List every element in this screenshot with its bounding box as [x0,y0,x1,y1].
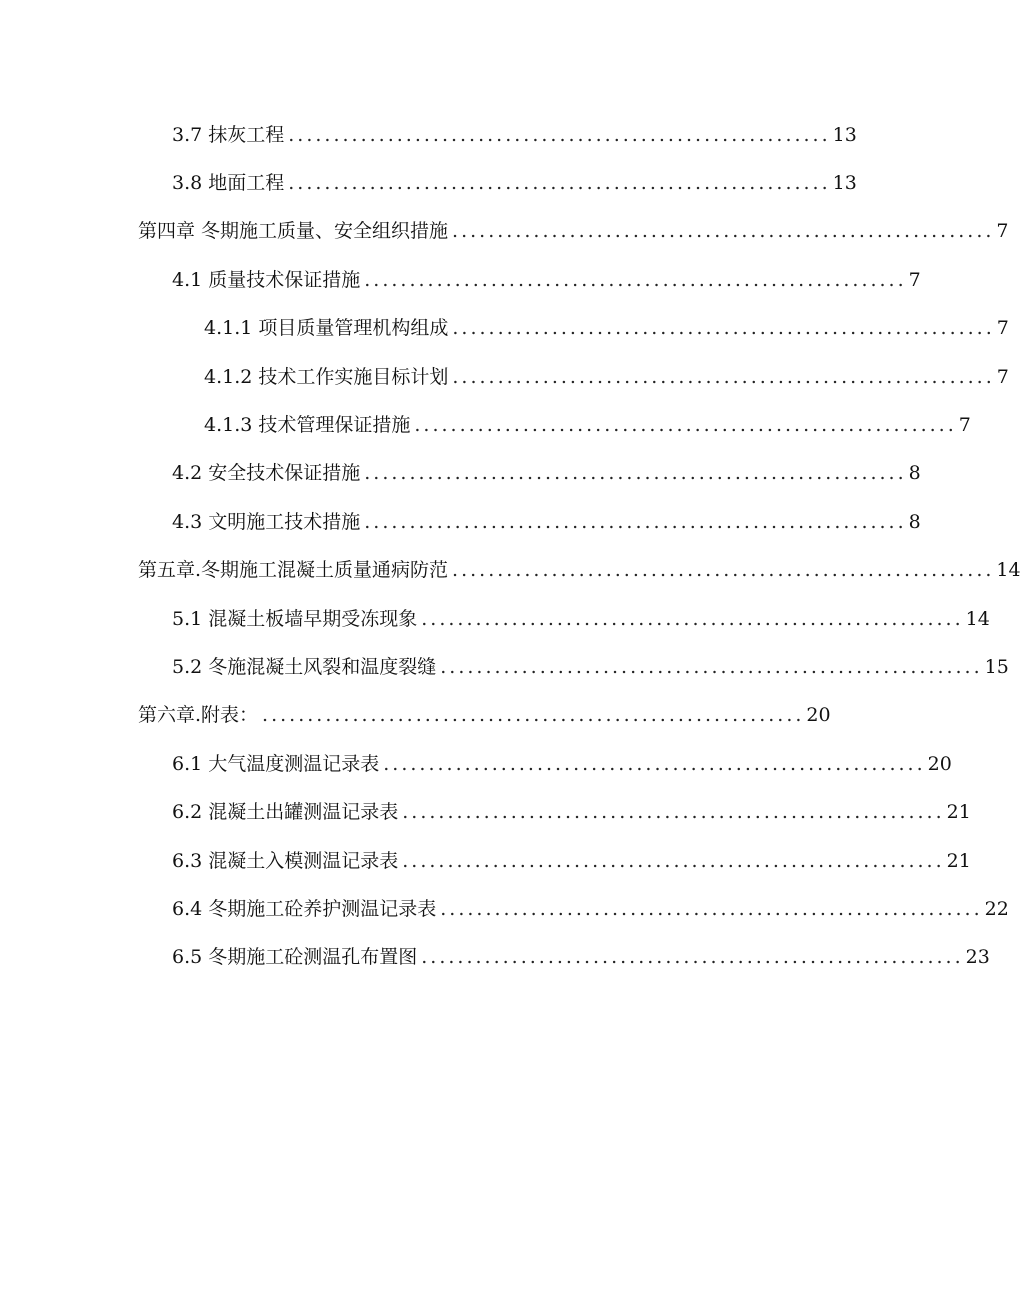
toc-entry-title: 6.4 冬期施工砼养护测温记录表 [172,897,437,920]
toc-entry-chapter-6[interactable] [138,692,831,740]
toc-entry-page: 13 [832,172,857,195]
toc-entry-4-1-3[interactable] [204,401,971,449]
toc-entry-chapter-4[interactable] [138,208,1009,256]
toc-entry-page: 7 [908,268,921,291]
toc-entry-page: 23 [965,946,990,969]
toc-leader-dots: ............................................................ [421,946,964,969]
toc-entry-title: 4.1 质量技术保证措施 [172,268,361,291]
toc-entry-3-8[interactable] [172,159,857,207]
toc-entry-page: 14 [965,607,990,630]
toc-entry-page: 8 [908,462,921,485]
toc-entry-page: 8 [908,510,921,533]
toc-leader-dots: ............................................................ [288,172,831,195]
toc-entry-page: 7 [958,414,971,437]
toc-entry-5-1[interactable] [172,595,990,643]
toc-entry-4-1-1[interactable] [204,305,1009,353]
toc-entry-title: 6.5 冬期施工砼测温孔布置图 [172,946,418,969]
toc-entry-page: 20 [927,752,952,775]
toc-leader-dots: ............................................................ [402,801,945,824]
toc-leader-dots: ............................................................ [288,123,831,146]
toc-entry-3-7[interactable] [172,111,857,159]
toc-entry-6-2[interactable] [172,788,971,836]
toc-leader-dots: ............................................................ [364,510,907,533]
toc-entry-title: 第五章.冬期施工混凝土质量通病防范 [138,559,449,582]
toc-entry-page: 20 [806,704,831,727]
toc-leader-dots: ............................................................ [452,317,995,340]
toc-entry-6-1[interactable] [172,740,952,788]
toc-entry-title: 第六章.附表： [138,704,259,727]
toc-leader-dots: ............................................................ [440,897,983,920]
toc-entry-title: 5.2 冬施混凝土风裂和温度裂缝 [172,655,437,678]
toc-leader-dots: ............................................................ [414,414,957,437]
toc-entry-4-3[interactable] [172,498,921,546]
toc-entry-5-2[interactable] [172,643,1009,691]
table-of-contents [0,111,1021,982]
toc-leader-dots: ............................................................ [452,365,995,388]
toc-entry-title: 3.8 地面工程 [172,172,285,195]
toc-entry-page: 7 [996,220,1009,243]
toc-entry-title: 4.1.3 技术管理保证措施 [204,414,411,437]
toc-entry-title: 第四章 冬期施工质量、安全组织措施 [138,220,449,243]
toc-entry-4-1-2[interactable] [204,353,1009,401]
toc-entry-page: 7 [996,317,1009,340]
toc-entry-page: 21 [946,849,971,872]
toc-entry-6-4[interactable] [172,885,1009,933]
toc-entry-title: 5.1 混凝土板墙早期受冻现象 [172,607,418,630]
toc-leader-dots: ............................................................ [452,220,995,243]
toc-entry-4-1[interactable] [172,256,921,304]
toc-leader-dots: ............................................................ [452,559,995,582]
toc-entry-title: 3.7 抹灰工程 [172,123,285,146]
toc-entry-title: 4.1.2 技术工作实施目标计划 [204,365,449,388]
toc-entry-page: 7 [996,365,1009,388]
toc-leader-dots: ............................................................ [262,704,805,727]
toc-entry-6-3[interactable] [172,837,971,885]
toc-entry-title: 4.1.1 项目质量管理机构组成 [204,317,449,340]
toc-entry-title: 6.2 混凝土出罐测温记录表 [172,801,399,824]
toc-entry-page: 15 [984,655,1009,678]
toc-entry-4-2[interactable] [172,450,921,498]
toc-entry-page: 13 [832,123,857,146]
toc-leader-dots: ............................................................ [421,607,964,630]
toc-leader-dots: ............................................................ [383,752,926,775]
toc-leader-dots: ............................................................ [440,655,983,678]
toc-leader-dots: ............................................................ [364,268,907,291]
toc-entry-page: 14 [996,559,1021,582]
toc-entry-6-5[interactable] [172,934,990,982]
toc-entry-title: 6.3 混凝土入模测温记录表 [172,849,399,872]
toc-entry-title: 4.3 文明施工技术措施 [172,510,361,533]
toc-leader-dots: ............................................................ [402,849,945,872]
toc-entry-chapter-5[interactable] [138,547,1021,595]
toc-entry-page: 22 [984,897,1009,920]
toc-leader-dots: ............................................................ [364,462,907,485]
toc-entry-title: 4.2 安全技术保证措施 [172,462,361,485]
toc-entry-page: 21 [946,801,971,824]
toc-entry-title: 6.1 大气温度测温记录表 [172,752,380,775]
